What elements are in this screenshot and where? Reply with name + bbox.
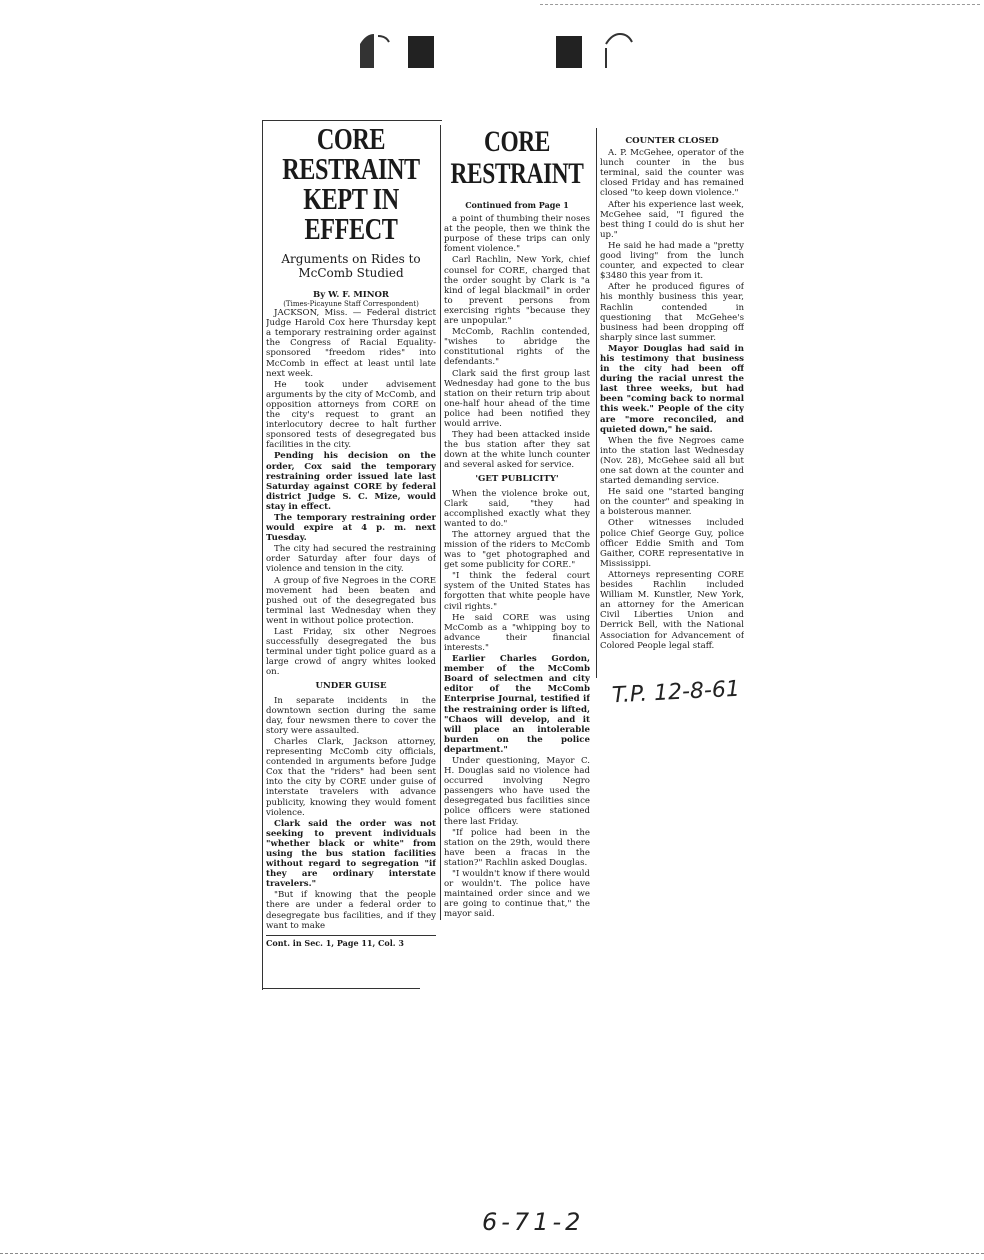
paragraph: Attorneys representing CORE besides Rachlin included William M. Kunstler, New York, an attorney for the American Civil Liberties Union and Derrick Bell, with the National Association for Advancement of Colored People legal staff.	[600, 569, 744, 651]
paragraph: He said he had made a "pretty good living" from the lunch counter, and expected to clear $3480 this year from it.	[600, 240, 744, 282]
paragraph: After he produced figures of his monthly business this year, Rachlin contended in questioning that McGehee's business had been dropping off sharply since last summer.	[600, 282, 744, 343]
headline-line-2: KEPT IN EFFECT	[303, 181, 399, 246]
column-rule	[440, 125, 441, 920]
article-subhead: Arguments on Rides to McComb Studied	[281, 252, 421, 280]
paragraph: "But if knowing that the people there are under a federal order to desegregate bus facilities, and if they want to make	[266, 890, 436, 931]
punch-hole-mark	[356, 30, 392, 70]
paragraph: He said one "started banging on the counter" and speaking in a boisterous manner.	[600, 487, 744, 518]
paragraph: Carl Rachlin, New York, chief counsel for CORE, charged that the order sought by Clark is "a kind of legal blackmail" in order to prevent persons from exercising rights "because they are unpopular."	[444, 255, 590, 327]
clipping-edge	[262, 988, 420, 989]
paragraph: Pending his decision on the order, Cox said the temporary restraining order issued late last Saturday against CORE by federal district Judge S. C. Mize, would stay in effect.	[266, 451, 436, 512]
punch-hole-mark	[404, 30, 440, 70]
handwritten-source-note: T.P. 12-8-61	[611, 676, 741, 709]
paragraph: Earlier Charles Gordon, member of the McComb Board of selectmen and city editor of the McComb Enterprise Journal, testified if the restraining order is lifted, "Chaos will develop, and it will place an intolerable burden on the police department."	[444, 654, 590, 755]
paragraph: "If police had been in the station on the 29th, would there have been a fracas in the station?" Rachlin asked Douglas.	[444, 827, 590, 868]
clipping-edge	[262, 120, 442, 121]
paragraph: In separate incidents in the downtown section during the same day, four newsmen there to cover the story were assaulted.	[266, 695, 436, 736]
punch-hole-mark	[552, 30, 588, 70]
paragraph: When the violence broke out, Clark said, "they had accomplished exactly what they wanted to do."	[444, 488, 590, 529]
paragraph: Clark said the order was not seeking to prevent individuals "whether black or white" from using the bus station facilities without regard to segregation "if they are ordinary interstate travelers."	[266, 818, 436, 890]
paragraph: After his experience last week, McGehee said, "I figured the best thing I could do is shut her up."	[600, 199, 744, 240]
paragraph: a point of thumbing their noses at the people, then we think the purpose of these trips can only foment violence."	[444, 214, 590, 255]
continued-line: Cont. in Sec. 1, Page 11, Col. 3	[266, 935, 436, 948]
paragraph: He took under advisement arguments by the city of McComb, and opposition attorneys from CORE on the city's request to grant an interlocutory decree to halt further sponsored tests of desegregated bus facilities in the city.	[266, 379, 436, 451]
paragraph: The temporary restraining order would expire at 4 p. m. next Tuesday.	[266, 512, 436, 544]
paragraph: A group of five Negroes in the CORE movement had been beaten and pushed out of the desegregated bus terminal last Wednesday when they went in without police protection.	[266, 575, 436, 626]
paragraph: Mayor Douglas had said in his testimony that business in the city had been off during the racial unrest the last three weeks, but had been "coming back to normal this week." People of the city are "more reconciled, and quieted down," he said.	[600, 343, 744, 435]
continued-from-label: Continued from Page 1	[465, 200, 569, 210]
paragraph: Clark said the first group last Wednesday had gone to the bus station on their return trip about one-half hour ahead of the time police had been notified they would arrive.	[444, 368, 590, 429]
article-column-2	[444, 126, 590, 926]
paragraph: "I think the federal court system of the United States has forgotten that white people have civil rights."	[444, 571, 590, 612]
byline-credit: (Times-Picayune Staff Correspondent)	[283, 300, 419, 309]
handwritten-file-number: 6-71-2	[482, 1208, 585, 1236]
paragraph: "I wouldn't know if there would or wouldn't. The police have maintained order since and we are going to continue that," the mayor said.	[444, 869, 590, 920]
paragraph: A. P. McGehee, operator of the lunch counter in the bus terminal, said the counter was closed Friday and has remained closed "to keep down violence."	[600, 148, 744, 199]
byline: By W. F. MINOR	[313, 290, 389, 300]
paragraph: The city had secured the restraining order Saturday after four days of violence and tension in the city.	[266, 544, 436, 575]
section-subhead: COUNTER CLOSED	[625, 136, 719, 146]
continued-headline: CORE RESTRAINT	[450, 126, 584, 190]
paragraph: He said CORE was using McComb as a "whipping boy to advance their financial interests."	[444, 612, 590, 653]
article-column-3	[600, 136, 744, 681]
headline-line-1: CORE RESTRAINT	[282, 124, 420, 186]
article-column-1	[266, 124, 436, 986]
paragraph: When the five Negroes came into the station last Wednesday (Nov. 28), McGehee said all but one sat down at the counter and started demanding service.	[600, 435, 744, 487]
top-dotted-border	[540, 4, 980, 5]
paragraph: The attorney argued that the mission of the riders to McComb was to "get photographed and get some publicity for CORE."	[444, 529, 590, 571]
paragraph: Under questioning, Mayor C. H. Douglas said no violence had occurred involving Negro passengers who have used the desegregated bus facilities since police officers were stationed there last Friday.	[444, 755, 590, 827]
section-subhead: 'GET PUBLICITY'	[475, 474, 559, 485]
punch-hole-mark	[602, 30, 638, 70]
bottom-dotted-border	[0, 1253, 984, 1254]
column-rule	[262, 120, 263, 990]
paragraph: Last Friday, six other Negroes successfully desegregated the bus terminal under tight police guard as a large crowd of angry whites looked on.	[266, 627, 436, 678]
column-rule	[596, 128, 597, 678]
paragraph: JACKSON, Miss. — Federal district Judge Harold Cox here Thursday kept a temporary restraining order against the Congress of Racial Equality-sponsored "freedom rides" into McComb in effect at least until late next week.	[266, 308, 436, 379]
paragraph: Other witnesses included police Chief George Guy, police officer Eddie Smith and Tom Gaither, CORE representative in Mississippi.	[600, 518, 744, 569]
section-subhead: UNDER GUISE	[315, 681, 387, 692]
paragraph: McComb, Rachlin contended, "wishes to abridge the constitutional rights of the defendants."	[444, 327, 590, 368]
paragraph: Charles Clark, Jackson attorney, representing McComb city officials, contended in arguments before Judge Cox that the "riders" had been sent into the city by CORE under guise of interstate travelers with advance publicity, knowing they would foment violence.	[266, 736, 436, 818]
paragraph: They had been attacked inside the bus station after they sat down at the white lunch counter and several asked for service.	[444, 430, 590, 471]
